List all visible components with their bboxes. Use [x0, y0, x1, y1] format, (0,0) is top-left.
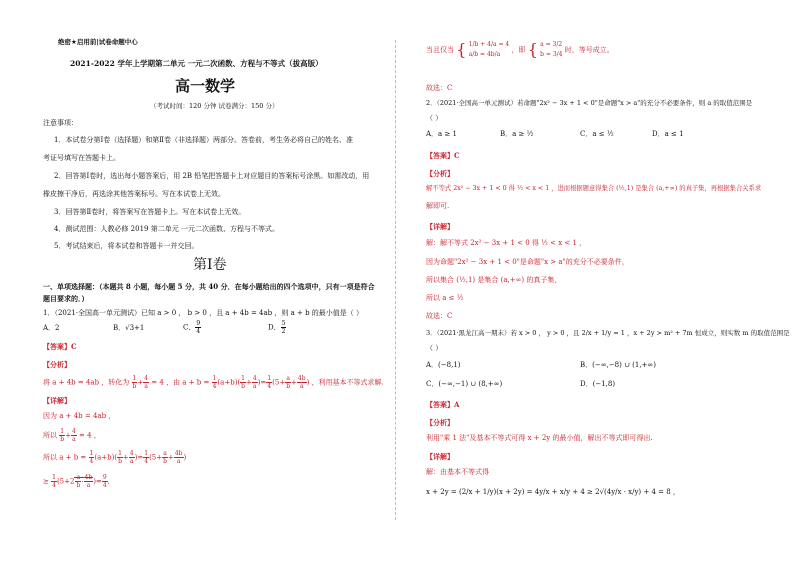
- q1-option-a: A．2: [43, 324, 60, 332]
- note-line: 4．测试范围：人教必修 2019 第二单元 一元二次函数、方程与不等式。: [54, 225, 279, 233]
- q1-analysis: 将 a + 4b = 4ab ，转化为 $\frac{1}{b}$ + $\frac{4}{a}$ = 4 ，由 a + b = $\frac{1}{4}$ (a+b)( $\frac{1}{b}$ + $\frac{4}{a}$ )= $\frac{1}{4}$ (5+ $\frac{a}{b}$ + $\frac{4b}{a}$ ) ，利用基本不等式求解.: [43, 375, 384, 390]
- right-page: [402, 36, 790, 526]
- q3-analysis: 利用"乘 1 法"及基本不等式可得 x + 2y 的最小值，解出不等式即可得出.: [426, 434, 653, 442]
- q2-option-c: C．a ≤ ½: [580, 130, 614, 138]
- q3-stem: 3．（2021·黑龙江高一期末）若 x > 0 ， y > 0 ，且 2/x + 1/y = 1 ，x + 2y > m² + 7m 恒成立，则实数 m 的取值范围是: [426, 329, 790, 337]
- q1-option-b: B．√3+1: [113, 324, 145, 332]
- q3-analysis-label: 【分析】: [426, 418, 454, 427]
- mc-heading: 一、单项选择题：（本题共 8 小题，每小题 5 分，共 40 分．在每小题给出的四个选项中，只有一项是符合: [43, 282, 375, 291]
- q3-option-a: A．(−8,1): [426, 361, 461, 369]
- section-title: 第Ⅰ卷: [193, 257, 227, 273]
- q3-detail-formula: x + 2y = (2/x + 1/y)(x + 2y) = 4y/x + x/y + 4 ≥ 2√(4y/x · x/y) + 4 = 8 ，: [426, 488, 680, 496]
- equality-condition: 当且仅当 { 1/b + 4/a = 4 a/b = 4b/a ，即 { a = 3/2 b = 3/4 时，等号成立。: [426, 40, 614, 59]
- q2-analysis-label: 【分析】: [426, 169, 454, 178]
- q2-blank: （ ）: [426, 114, 443, 122]
- q1-detail-line: 所以 a + b = $\frac{1}{4}$ (a+b)( $\frac{1}{b}$ + $\frac{4}{a}$ )= $\frac{1}{4}$ (5+ $\frac{a}{b}$ + $\frac{4b}{a}$ ): [43, 450, 187, 465]
- left-page: [40, 36, 393, 526]
- note-line: 1．本试卷分第Ⅰ卷（选择题）和第Ⅱ卷（非选择题）两部分。答卷前，考生务必将自己的姓名、准: [54, 136, 353, 144]
- q2-option-a: A．a ≥ 1: [426, 130, 457, 138]
- q1-conclusion: 故选：C: [426, 84, 453, 92]
- note-line: 考证号填写在答题卡上。: [43, 154, 120, 162]
- q2-analysis: 解不等式 2x² − 3x + 1 < 0 得 ½ < x < 1 ，进而根据题意得集合 (½,1) 是集合 (a,+∞) 的真子集，再根据集合关系求: [426, 185, 762, 192]
- q2-analysis-cont: 解即可.: [426, 202, 450, 210]
- mc-heading-cont: 题目要求的．）: [43, 294, 89, 303]
- q1-detail-line: 因为 a + 4b = 4ab ，: [43, 412, 116, 420]
- note-line: 3．回答第Ⅱ卷时，将答案写在答题卡上。写在本试卷上无效。: [54, 208, 246, 216]
- q1-analysis-label: 【分析】: [43, 360, 71, 369]
- q3-detail-label: 【详解】: [426, 452, 454, 461]
- cond-result-b: b = 3/4: [540, 51, 563, 58]
- q1-detail-line: ≥ $\frac{1}{4}$ (5+2 $\frac{a}{b}$ · $\frac{4b}{a}$ )= $\frac{9}{4}$ ,: [43, 474, 110, 489]
- note-line: 橡皮擦干净后，再选涂其他答案标号。写在本试卷上无效。: [43, 190, 225, 198]
- q2-conclusion: 故选：C: [426, 312, 453, 320]
- watermark-text: 绝密★启用前|试卷命题中心: [58, 38, 138, 46]
- cond-eq-2: a/b = 4b/a: [468, 51, 501, 58]
- q3-option-c: C．(−∞,−1) ∪ (8,+∞): [426, 380, 503, 388]
- exam-subtitle: 2021-2022 学年上学期第二单元 一元二次函数、方程与不等式（拔高版）: [70, 59, 323, 68]
- q3-option-d: D．(−1,8): [580, 380, 616, 388]
- q3-option-b: B．(−∞,−8) ∪ (1,+∞): [580, 361, 656, 369]
- q2-detail-label: 【详解】: [426, 222, 454, 231]
- cond-eq-1: 1/b + 4/a = 4: [468, 41, 510, 48]
- q2-detail-line: 解：解不等式 2x² − 3x + 1 < 0 得 ½ < x < 1 ，: [426, 239, 587, 247]
- cond-result-a: a = 3/2: [540, 41, 563, 48]
- q3-detail-line: 解：由基本不等式得: [426, 468, 489, 476]
- q1-option-d: D． $\frac{5}{2}$: [268, 320, 286, 335]
- q1-detail-label: 【详解】: [43, 396, 71, 405]
- exam-info: （考试时间：120 分钟 试卷满分：150 分）: [150, 102, 279, 110]
- q1-detail-line: 所以 $\frac{1}{b}$ + $\frac{4}{a}$ = 4 ，: [43, 428, 101, 443]
- q1-stem: 1．（2021·全国高一单元测试）已知 a > 0 ， b > 0 ，且 a + 4b = 4ab ，则 a + b 的最小值是（ ）: [43, 309, 364, 317]
- q2-detail-line: 所以集合 (½,1) 是集合 (a,+∞) 的真子集，: [426, 276, 562, 284]
- q2-option-b: B．a ≥ ½: [500, 130, 534, 138]
- note-line: 5．考试结束后，将本试卷和答题卡一并交回。: [54, 242, 199, 250]
- q2-answer: 【答案】C: [426, 151, 460, 160]
- q2-option-d: D．a ≤ 1: [652, 130, 684, 138]
- notes-title: 注意事项：: [43, 119, 78, 127]
- page-divider: [395, 40, 396, 520]
- exam-title: 高一数学: [175, 77, 236, 95]
- q3-blank: （ ）: [426, 344, 443, 352]
- q2-detail-line: 因为命题"2x² − 3x + 1 < 0"是命题"x > a"的充分不必要条件，: [426, 258, 629, 266]
- note-line: 2．回答第Ⅰ卷时，选出每小题答案后，用 2B 铅笔把答题卡上对应题目的答案标号涂黑。如需改动，用: [54, 172, 370, 180]
- q2-stem: 2．（2021·全国高一单元测试）若命题"2x² − 3x + 1 < 0"是命题"x > a"的充分不必要条件，则 a 的取值范围是: [426, 99, 753, 107]
- q1-option-c: C． $\frac{9}{4}$: [183, 320, 201, 335]
- q3-answer: 【答案】A: [426, 400, 460, 409]
- q2-detail-line: 所以 a ≤ ½: [426, 294, 464, 302]
- q1-answer: 【答案】C: [43, 342, 77, 351]
